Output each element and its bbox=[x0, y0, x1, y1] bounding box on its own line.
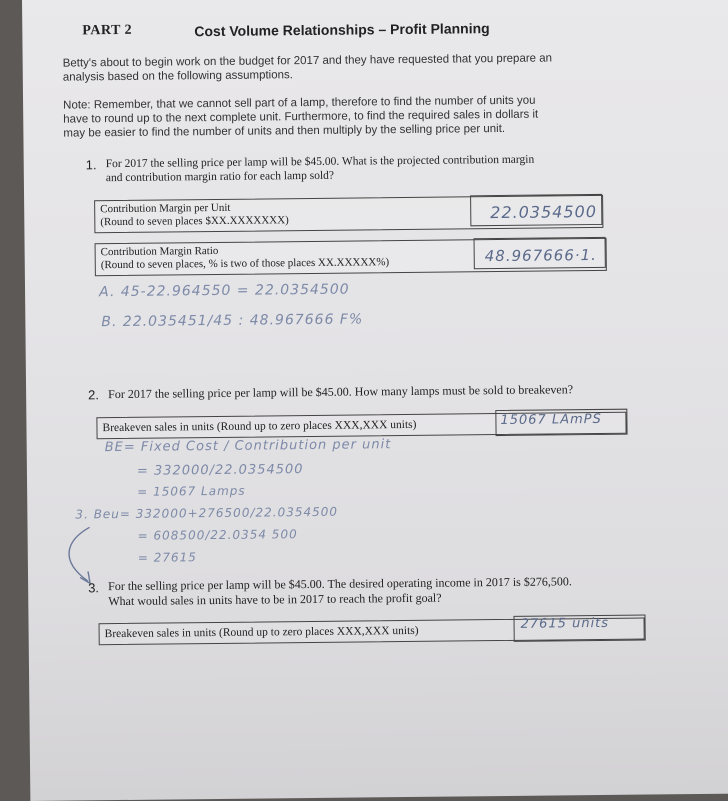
contribution-margin-answer: 22.0354500 bbox=[490, 201, 598, 223]
question-2-text: For 2017 the selling price per lamp will be $45.00. How many lamps must be sold to breakeven? bbox=[108, 382, 574, 402]
q2-work-line-4: 3. Beu= 332000+276500/22.0354500 bbox=[75, 504, 339, 522]
note-line-3: may be easier to find the number of units and then multiply by the selling price per unit. bbox=[63, 122, 506, 140]
q1-work-line-2: B. 22.035451/45 : 48.967666 F% bbox=[101, 311, 364, 331]
question-3-line-1: For the selling price per lamp will be $45.00. The desired operating income in 2017 is $276,500. bbox=[108, 574, 572, 594]
cmr-label-line-2: (Round to seven places, % is two of those places XX.XXXXX%) bbox=[100, 256, 390, 272]
part-label: PART 2 bbox=[82, 22, 133, 39]
cmr-label-line-1: Contribution Margin Ratio bbox=[100, 244, 219, 259]
breakeven-units-label: Breakeven sales in units (Round up to zero places XXX,XXX units) bbox=[102, 418, 417, 435]
contribution-ratio-answer: 48.967666·1. bbox=[484, 245, 597, 266]
intro-line-2: analysis based on the following assumptions. bbox=[62, 69, 294, 84]
question-1-line-1: For 2017 the selling price per lamp will be $45.00. What is the projected contribution margin bbox=[105, 153, 535, 171]
cm-label-line-1: Contribution Margin per Unit bbox=[100, 201, 231, 216]
question-3-number: 3. bbox=[88, 580, 100, 596]
q2-work-line-6: = 27615 bbox=[137, 550, 197, 565]
page-title: Cost Volume Relationships – Profit Planning bbox=[194, 20, 490, 40]
q2-work-line-3: = 15067 Lamps bbox=[137, 483, 246, 499]
note-line-2: have to round up to the next complete unit. Furthermore, to find the required sales in dollars it bbox=[63, 108, 539, 126]
arrow-annotation bbox=[22, 0, 728, 801]
worksheet-page bbox=[22, 0, 728, 801]
question-1-number: 1. bbox=[85, 157, 97, 173]
question-1-line-2: and contribution margin ratio for each lamp sold? bbox=[105, 169, 335, 185]
question-3-text bbox=[108, 574, 572, 609]
q2-work-line-1: BE= Fixed Cost / Contribution per unit bbox=[104, 437, 392, 456]
profit-goal-units-label: Breakeven sales in units (Round up to zero places XXX,XXX units) bbox=[104, 624, 419, 641]
breakeven-units-answer: 15067 LAmPS bbox=[500, 411, 602, 429]
cm-label-line-2: (Round to seven places $XX.XXXXXXX) bbox=[100, 214, 289, 229]
question-2-number: 2. bbox=[88, 387, 100, 403]
q2-work-line-2: = 332000/22.0354500 bbox=[136, 462, 304, 479]
note-line-1: Note: Remember, that we cannot sell part of a lamp, therefore to find the number of units you bbox=[63, 94, 536, 112]
intro-line-1: Betty's about to begin work on the budget for 2017 and they have requested that you prepare an bbox=[62, 52, 553, 70]
profit-goal-units-answer: 27615 units bbox=[520, 615, 610, 632]
question-3-line-2: What would sales in units have to be in 2017 to reach the profit goal? bbox=[108, 590, 442, 609]
q1-work-line-1: A. 45-22.964550 = 22.0354500 bbox=[98, 281, 350, 301]
q2-work-line-5: = 608500/22.0354 500 bbox=[137, 527, 298, 543]
